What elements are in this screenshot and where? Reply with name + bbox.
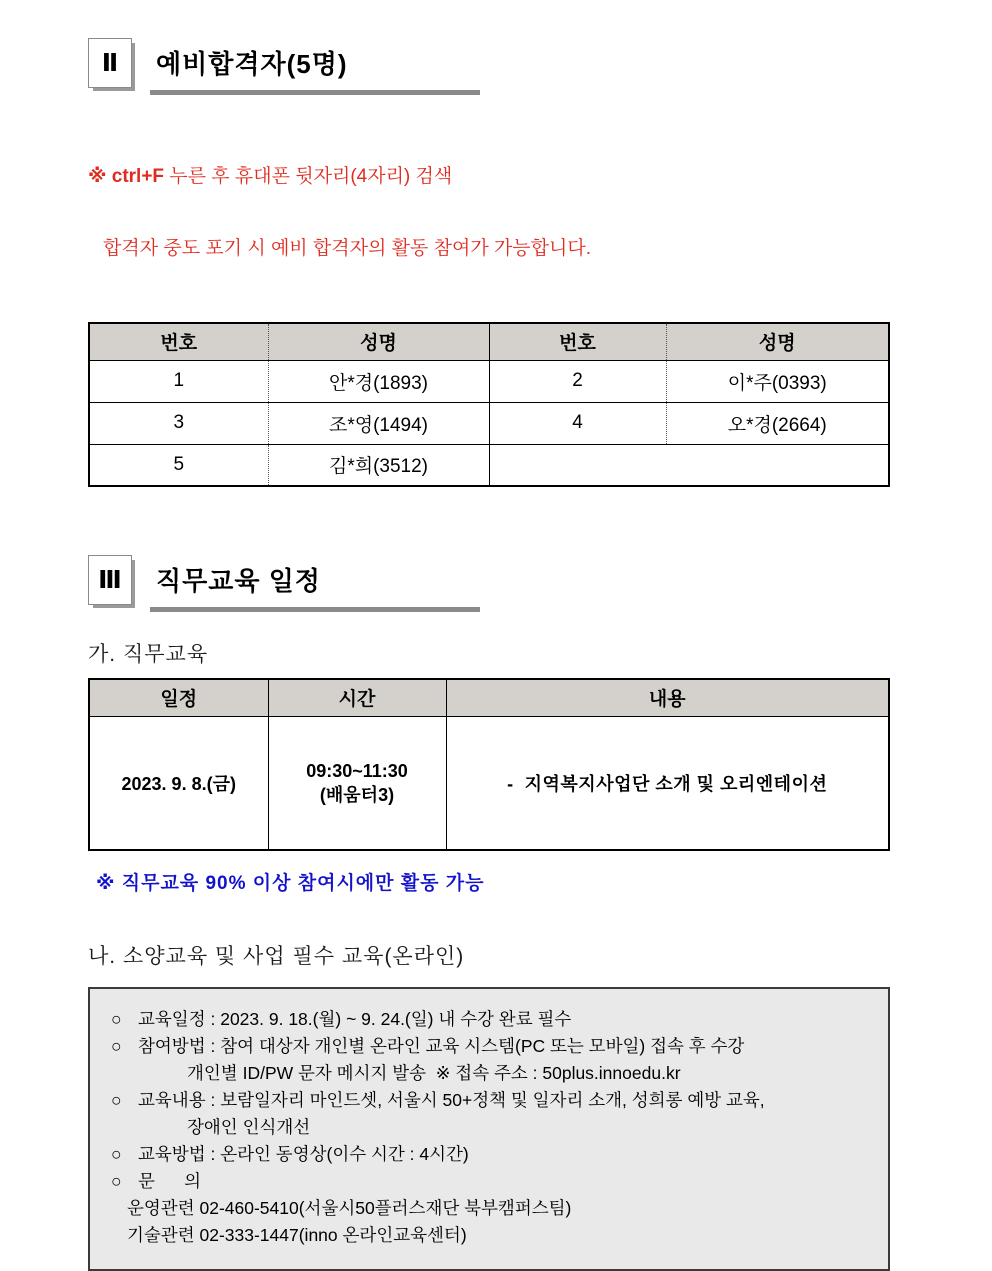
section-3-numeral: Ⅲ — [98, 566, 122, 594]
info-line-text: 교육일정 : 2023. 9. 18.(월) ~ 9. 24.(일) 내 수강 완료 필수 — [138, 1009, 572, 1029]
cell-name: 안*경(1893) — [268, 360, 489, 402]
info-line-content-cont — [111, 1114, 874, 1141]
table-row — [89, 402, 889, 444]
cell-name: 이*주(0393) — [666, 360, 889, 402]
info-line-format — [111, 1141, 874, 1168]
red-note-line-1 — [88, 165, 890, 189]
info-line-text: 교육방법 : 온라인 동영상(이수 시간 : 4시간) — [138, 1144, 469, 1164]
cell-content: - 지역복지사업단 소개 및 오리엔테이션 — [446, 716, 889, 850]
cell-time — [268, 716, 446, 850]
red-note-line-2: 합격자 중도 포기 시 예비 합격자의 활동 참여가 가능합니다. — [103, 238, 592, 259]
red-note-bold: ※ ctrl+F — [88, 166, 165, 187]
cell-no: 4 — [489, 402, 666, 444]
header-cell-time: 시간 — [268, 679, 446, 716]
cell-no: 1 — [89, 360, 268, 402]
cell-name: 오*경(2664) — [666, 402, 889, 444]
training-row — [89, 716, 889, 850]
training-table — [88, 678, 890, 851]
table-row — [89, 444, 889, 486]
cell-name: 조*영(1494) — [268, 402, 489, 444]
section-3-header — [88, 555, 890, 612]
circle-bullet-icon: ○ — [111, 1171, 122, 1191]
table-row — [89, 360, 889, 402]
section-2-underline — [150, 90, 480, 95]
circle-bullet-icon: ○ — [111, 1009, 122, 1029]
info-line-text: 문 의 — [138, 1171, 201, 1191]
time-line-1: 09:30~11:30 — [306, 760, 408, 781]
cell-date: 2023. 9. 8.(금) — [89, 716, 268, 850]
candidates-table — [88, 322, 890, 487]
header-cell-no-left: 번호 — [89, 323, 268, 360]
circle-bullet-icon: ○ — [111, 1036, 122, 1056]
info-line-text: 개인별 ID/PW 문자 메시지 발송 ※ 접속 주소 : 50plus.innoedu.kr — [187, 1063, 681, 1083]
section-2-numeral-box — [88, 38, 132, 88]
cell-empty-merged — [489, 444, 889, 486]
subsection-b-label: 나. 소양교육 및 사업 필수 교육(온라인) — [88, 945, 465, 968]
red-note-rest: 누른 후 휴대폰 뒷자리(4자리) 검색 — [164, 166, 453, 187]
header-cell-name-right: 성명 — [666, 323, 889, 360]
subsection-a-label: 가. 직무교육 — [88, 643, 209, 666]
section-3-numeral-box — [88, 555, 132, 605]
section-2-numeral: Ⅱ — [101, 49, 119, 77]
section-3-title-wrap — [150, 555, 480, 612]
info-line-content — [111, 1087, 874, 1114]
info-line-method — [111, 1033, 874, 1060]
candidates-header-row — [89, 323, 889, 360]
blue-note: ※ 직무교육 90% 이상 참여시에만 활동 가능 — [96, 873, 485, 894]
cell-no: 5 — [89, 444, 268, 486]
section-3-underline — [150, 607, 480, 612]
header-cell-content: 내용 — [446, 679, 889, 716]
online-education-info-box — [88, 987, 890, 1271]
section-2-title: 예비합격자(5명) — [156, 49, 348, 79]
header-cell-name-left: 성명 — [268, 323, 489, 360]
circle-bullet-icon: ○ — [111, 1144, 122, 1164]
header-cell-no-right: 번호 — [489, 323, 666, 360]
info-line-method-cont — [111, 1060, 874, 1087]
info-line-text: 장애인 인식개선 — [187, 1117, 311, 1137]
info-line-inquiry-technical — [111, 1222, 874, 1249]
cell-no: 3 — [89, 402, 268, 444]
info-line-inquiry-operations — [111, 1195, 874, 1222]
training-header-row — [89, 679, 889, 716]
info-line-text: 운영관련 02-460-5410(서울시50플러스재단 북부캠퍼스팀) — [127, 1198, 572, 1218]
document-content — [88, 38, 890, 1271]
info-line-text: 기술관련 02-333-1447(inno 온라인교육센터) — [127, 1225, 467, 1245]
section-2-title-wrap — [150, 38, 480, 95]
info-line-text: 참여방법 : 참여 대상자 개인별 온라인 교육 시스템(PC 또는 모바일) 접속 후 수강 — [138, 1036, 745, 1056]
info-line-text: 교육내용 : 보람일자리 마인드셋, 서울시 50+정책 및 일자리 소개, 성희롱 예방 교육, — [138, 1090, 765, 1110]
header-cell-date: 일정 — [89, 679, 268, 716]
cell-name: 김*희(3512) — [268, 444, 489, 486]
cell-no: 2 — [489, 360, 666, 402]
circle-bullet-icon: ○ — [111, 1090, 122, 1110]
info-line-schedule — [111, 1006, 874, 1033]
red-note — [88, 117, 890, 309]
section-3-title: 직무교육 일정 — [156, 566, 321, 596]
time-line-2: (배움터3) — [319, 784, 395, 805]
section-2-header — [88, 38, 890, 95]
info-line-inquiry — [111, 1168, 874, 1195]
